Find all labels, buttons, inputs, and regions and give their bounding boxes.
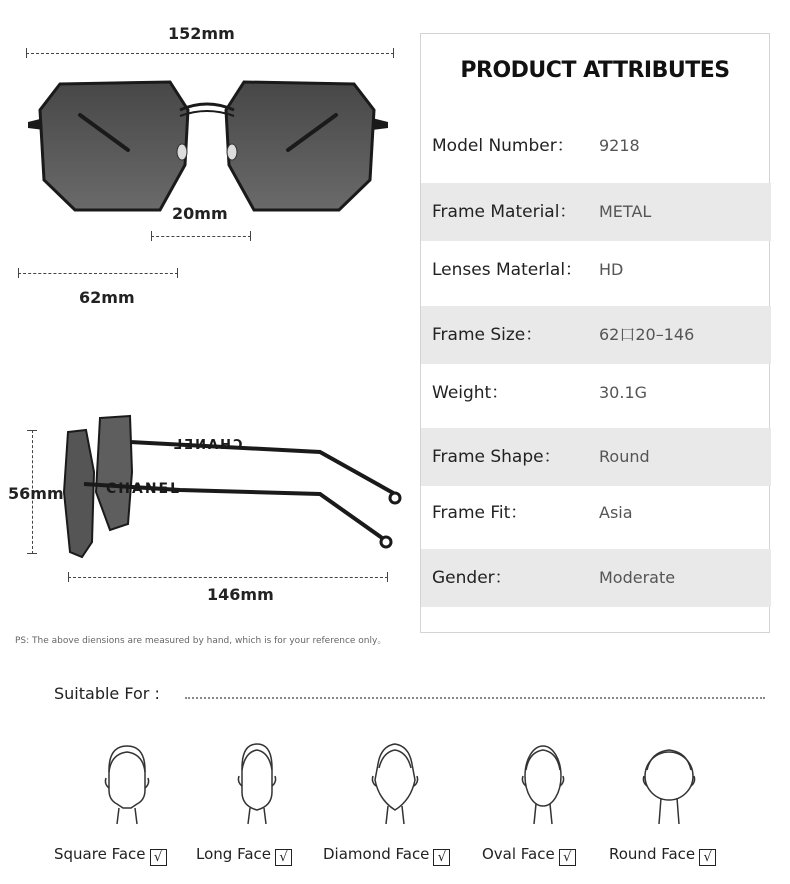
attribute-value: 62口20–146 — [599, 325, 695, 344]
attribute-row-frame-material — [421, 183, 771, 241]
suitable-for-label: Suitable For : — [54, 684, 160, 703]
total-width-tick-right — [393, 48, 394, 58]
attribute-row-frame-fit — [421, 484, 771, 542]
checked-checkbox-icon: √ — [150, 849, 167, 866]
attribute-value: Asia — [599, 503, 633, 522]
checked-checkbox-icon: √ — [559, 849, 576, 866]
attributes-title: PRODUCT ATTRIBUTES — [460, 58, 730, 83]
lens-tick-left — [18, 268, 19, 278]
temple-length-label: 146mm — [207, 585, 274, 604]
temple-tick-right — [387, 572, 388, 582]
lens-height-tick-bottom — [27, 553, 37, 554]
round-face-icon — [609, 740, 729, 825]
attribute-value: 9218 — [599, 136, 640, 155]
face-option-oval — [482, 845, 576, 866]
attribute-key: Lenses Materlal： — [432, 260, 583, 280]
attribute-value: 30.1G — [599, 383, 648, 402]
attribute-key: Gender： — [432, 568, 512, 588]
sunglasses-front-image — [20, 70, 395, 220]
face-option-diamond — [323, 845, 450, 866]
lens-height-tick-top — [27, 430, 37, 431]
product-attributes-panel — [420, 33, 770, 633]
checked-checkbox-icon: √ — [433, 849, 450, 866]
face-label-text: Diamond Face — [323, 845, 430, 863]
long-face-icon — [197, 740, 317, 825]
bridge-width-line — [151, 236, 251, 237]
face-option-round — [609, 845, 716, 866]
attribute-value: METAL — [599, 202, 652, 221]
lens-height-label: 56mm — [8, 484, 64, 503]
attribute-key: Frame Fit： — [432, 503, 528, 523]
attribute-row-frame-shape — [421, 428, 771, 486]
face-label-text: Square Face — [54, 845, 146, 863]
face-label-text: Long Face — [196, 845, 271, 863]
checked-checkbox-icon: √ — [699, 849, 716, 866]
temple-brand-lower: CHANEL — [106, 481, 182, 497]
attribute-row-frame-size — [421, 306, 771, 364]
bridge-tick-right — [250, 231, 251, 241]
attribute-key: Frame Shape： — [432, 447, 561, 467]
total-width-line — [26, 53, 394, 54]
attribute-value: Moderate — [599, 568, 676, 587]
measurement-note: PS: The above diensions are measured by hand, which is for your reference only。 — [15, 636, 387, 646]
attribute-row-gender — [421, 549, 771, 607]
square-face-icon — [67, 740, 187, 825]
lens-width-label: 62mm — [79, 288, 135, 307]
total-width-label: 152mm — [168, 24, 235, 43]
attribute-value: Round — [599, 447, 650, 466]
attribute-row-model-number — [421, 117, 771, 175]
checked-checkbox-icon: √ — [275, 849, 292, 866]
bridge-width-label: 20mm — [172, 204, 228, 223]
temple-brand-upper: CHANEL — [172, 438, 243, 453]
total-width-tick-left — [26, 48, 27, 58]
face-option-square — [54, 845, 167, 866]
attribute-value: HD — [599, 260, 624, 279]
oval-face-icon — [483, 740, 603, 825]
lens-tick-right — [177, 268, 178, 278]
attribute-key: Model Number： — [432, 136, 574, 156]
attribute-key: Frame Size： — [432, 325, 543, 345]
attribute-key: Weight： — [432, 383, 509, 403]
temple-tick-left — [68, 572, 69, 582]
attribute-row-lenses-material — [421, 241, 771, 299]
bridge-tick-left — [151, 231, 152, 241]
diamond-face-icon — [335, 740, 455, 825]
dotted-divider — [185, 697, 765, 699]
face-option-long — [196, 845, 292, 866]
attribute-row-weight — [421, 364, 771, 422]
temple-length-line — [68, 577, 388, 578]
face-label-text: Round Face — [609, 845, 696, 863]
face-label-text: Oval Face — [482, 845, 555, 863]
lens-width-line — [18, 273, 178, 274]
attribute-key: Frame Material： — [432, 202, 577, 222]
